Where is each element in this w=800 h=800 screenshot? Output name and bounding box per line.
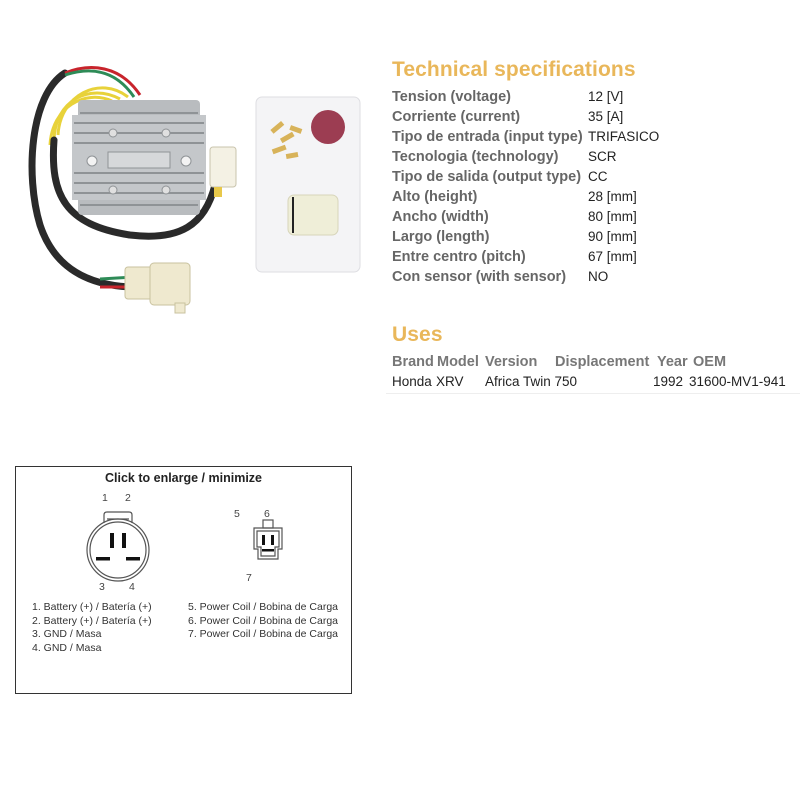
spec-row-width (392, 207, 659, 227)
spec-value: NO (588, 269, 609, 284)
spec-row-technology (392, 147, 659, 167)
uses-header-row (392, 352, 786, 372)
uses-section (392, 323, 786, 392)
spec-value: 67 [mm] (588, 249, 637, 264)
connector-b-icon (254, 520, 282, 559)
spec-value: TRIFASICO (588, 129, 660, 144)
pin-label-4: 4 (129, 581, 135, 593)
specs-table (392, 87, 659, 287)
spec-row-voltage (392, 87, 659, 107)
heatsink (72, 100, 206, 215)
cell-year: 1992 (653, 374, 684, 389)
spec-label: Tipo de entrada (input type) (392, 129, 583, 145)
spec-row-output-type (392, 167, 659, 187)
cell-version: Africa Twin 750 (485, 374, 578, 389)
connector-a-icon (87, 512, 149, 581)
legend-item: 6. Power Coil / Bobina de Carga (188, 614, 338, 627)
spec-row-input-type (392, 127, 659, 147)
header-oem: OEM (693, 354, 727, 370)
spec-label: Tipo de salida (output type) (392, 169, 582, 185)
legend-item: 5. Power Coil / Bobina de Carga (188, 601, 338, 613)
accessory-bag (256, 97, 360, 272)
cell-brand: Honda (392, 374, 432, 389)
spec-value: 12 [V] (588, 89, 624, 104)
spec-label: Entre centro (pitch) (392, 249, 526, 265)
pin-label-5: 5 (234, 508, 240, 520)
spec-value: 80 [mm] (588, 209, 637, 224)
spec-label: Largo (length) (392, 229, 490, 245)
regulator-rectifier-illustration (10, 55, 370, 325)
pin-label-6: 6 (264, 508, 270, 520)
spec-row-height (392, 187, 659, 207)
legend-item: 2. Battery (+) / Batería (+) (32, 614, 152, 627)
legend-item: 3. GND / Masa (32, 628, 102, 640)
pinout-diagram-box[interactable] (15, 466, 352, 694)
spec-value: CC (588, 169, 608, 184)
spec-value: 28 [mm] (588, 189, 637, 204)
spec-label: Corriente (current) (392, 109, 521, 125)
product-image (10, 55, 370, 325)
uses-row (392, 372, 786, 392)
header-version: Version (485, 354, 538, 370)
header-year: Year (657, 354, 688, 370)
header-brand: Brand (392, 354, 434, 370)
spec-row-sensor (392, 267, 659, 287)
pin-label-3: 3 (99, 581, 105, 593)
cell-oem: 31600-MV1-941 (689, 374, 786, 389)
pin-label-1: 1 (102, 492, 108, 504)
divider (386, 393, 800, 394)
header-displacement: Displacement (555, 354, 650, 370)
spec-label: Con sensor (with sensor) (392, 269, 567, 285)
spec-value: SCR (588, 149, 617, 164)
spec-label: Alto (height) (392, 189, 478, 205)
spec-row-pitch (392, 247, 659, 267)
legend-item: 7. Power Coil / Bobina de Carga (188, 628, 338, 640)
pin-label-2: 2 (125, 492, 131, 504)
spec-label: Tension (voltage) (392, 89, 511, 105)
pinout-diagram (16, 487, 351, 602)
legend-item: 4. GND / Masa (32, 641, 102, 654)
spec-label: Tecnologia (technology) (392, 149, 559, 165)
spec-row-length (392, 227, 659, 247)
spec-label: Ancho (width) (392, 209, 489, 225)
pin-legend-right (188, 601, 338, 642)
pin-label-7: 7 (246, 572, 252, 584)
pin-legend-left (32, 601, 152, 655)
spec-value: 90 [mm] (588, 229, 637, 244)
enlarge-toggle-label[interactable]: Click to enlarge / minimize (105, 471, 262, 485)
header-model: Model (437, 354, 479, 370)
uses-title: Uses (392, 323, 443, 346)
spec-value: 35 [A] (588, 109, 624, 124)
cell-model: XRV (436, 374, 464, 389)
specs-title: Technical specifications (392, 58, 636, 81)
legend-item: 1. Battery (+) / Batería (+) (32, 601, 152, 613)
technical-specifications (392, 58, 659, 287)
spec-row-current (392, 107, 659, 127)
